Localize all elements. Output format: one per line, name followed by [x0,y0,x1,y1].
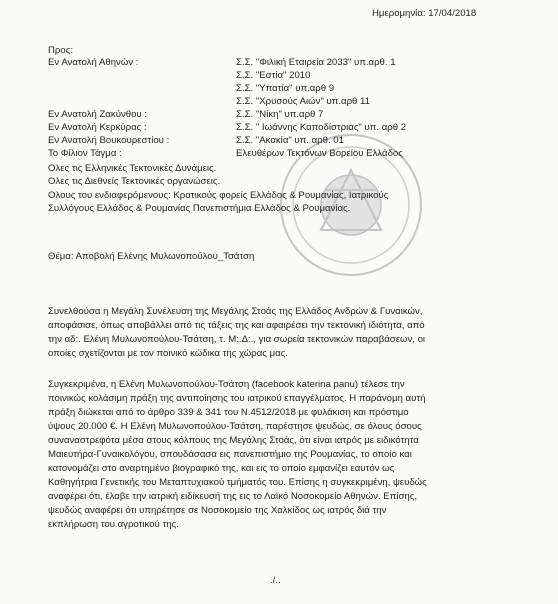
paragraph-line: πράξη διώκεται από το άρθρο 339 & 341 του Ν.4512/2018 με φυλάκιση και πρόστιμο [48,407,409,418]
recipient-lodge: Ελευθέρων Τεκτόνων Βορείου Ελλάδος [236,148,403,159]
extra-recipient-line: Ολους του ενδιαφερόμενους: Κρατικούς φορείς Ελλάδος & Ρουμανίας, Ιατρικούς [48,190,389,201]
page-continuation-mark: ./.. [270,575,281,586]
paragraph-line: συναναστρεφότα μέσα στους κόλπους της Μεγάλης Στοάς, ότι είναι ιατρός με ειδικότητα [48,435,419,446]
recipient-lodge: Σ.Σ. "Ακακία" υπ. αρθ. 01 [236,135,344,146]
recipient-lodge: Σ.Σ. "Χρυσούς Αιών" υπ.αρθ 11 [236,96,371,107]
paragraph-line: ψευδώς αναφέρει ότι υπηρέτησε σε Νοσοκομείο της Χαλκίδος ως ιατρός διά την [48,505,387,516]
recipient-region: Το Φίλιον Τάγμα : [48,148,122,159]
recipient-lodge: Σ.Σ. "Εστία" 2010 [236,70,311,81]
recipient-region: Εν Ανατολή Βουκουρεστίου : [48,135,170,146]
recipients-heading: Προς: [48,45,74,56]
paragraph-line: ποινικώς κολάσιμη πράξη της αντιποίησης του ιατρικού επαγγέλματος. Η παράνομη αυτή [48,393,426,404]
extra-recipient-line: Συλλόγους Ελλάδος & Ρουμανίας Πανεπιστήμια Ελλάδος & Ρουμανίας. [48,203,351,214]
extra-recipient-line: Ολες τις Διεθνείς Τεκτονικές οργανώσεις. [48,176,221,187]
recipient-lodge: Σ.Σ. "Υπατία" υπ.αρθ 9 [236,83,335,94]
paragraph-line: εκπλήρωση του αγροτικού της. [48,519,179,530]
paragraph-line: αναφέρει ότι, έλαβε την ιατρική ειδίκευσή της εις το Λαϊκό Νοσοκομείο Αθηνών. Επίσης, [48,491,417,502]
paragraph-line: αποφάσισε, όπως αποβάλλει από τις τάξεις της και αφαιρέσει την τεκτονική ιδιότητα, από [48,320,425,331]
recipient-region: Εν Ανατολή Ζακύνθου : [48,109,148,120]
paragraph-line: οποίες σχετίζονται με τον ποινικό κώδικα της χώρας μας. [48,348,288,359]
document-subject: Θέμα: Αποβολή Ελένης Μυλωνοπούλου_Τσάτση [48,251,255,262]
document-date: Ημερομηνία: 17/04/2018 [372,8,477,19]
recipient-lodge: Σ.Σ. "Φιλική Εταιρεία 2033" υπ.αρθ. 1 [236,57,396,68]
paragraph-line: την αδ:. Ελένη Μυλωνοπούλου-Τσάτση, τ. Μ:.Δ:., για σωρεία τεκτονικών παραβάσεων, οι [48,334,426,345]
paragraph-line: κατονομάζει στο αναρτημένο βιογραφικό της, και εις το οποίο εμφανίζει εαυτόν ως [48,463,395,474]
paragraph-line: ύψους 20.000 €. Η Ελένη Μυλωνοπούλου-Τσάτση, παρέστησε ψευδώς, σε όλους όσους [48,421,422,432]
paragraph-line: Συγκεκριμένα, η Ελένη Μυλωνοπούλου-Τσάτση (facebook katerina panu) τέλεσε την [48,379,405,390]
paragraph-line: Μαιευτήρα-Γυναικολόγου, σπουδάσασα εις πανεπιστήμιο της Ρουμανίας, το οποίο και [48,449,412,460]
paragraph-line: Συνελθούσα η Μεγάλη Συνέλευση της Μεγάλης Στοάς της Ελλάδος Ανδρών & Γυναικών, [48,306,423,317]
paragraph-line: Καθηγήτρια Γενετικής του Μεταπτυχιακού τμήματός του. Επίσης η συγκεκριμένη, ψευδώς [48,477,427,488]
recipient-region: Εν Ανατολή Κερκύρας : [48,122,147,133]
recipient-lodge: Σ.Σ. " Ιωάννης Καποδίστριας" υπ. αρθ 2 [236,122,407,133]
recipient-region: Εν Ανατολή Αθηνών : [48,57,139,68]
recipient-lodge: Σ.Σ. "Νίκη" υπ.αρθ 7 [236,109,324,120]
extra-recipient-line: Ολες τις Ελληνικές Τεκτονικές Δυνάμεις. [48,163,217,174]
